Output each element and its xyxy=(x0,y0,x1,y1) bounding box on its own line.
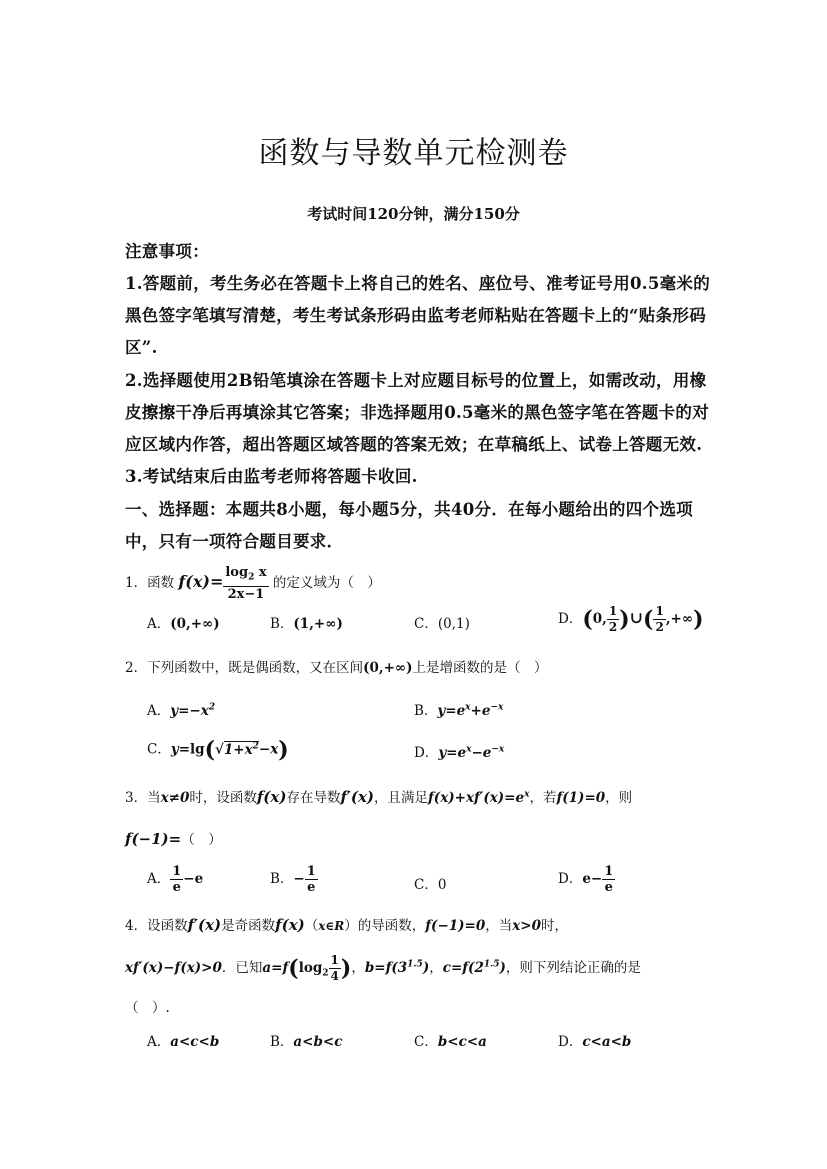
question-4-line-3: （ ）. xyxy=(125,1000,170,1016)
q2-option-a: A．$y=-x^2$ xyxy=(147,702,216,719)
q4-option-c: C．b<c<a xyxy=(414,1034,487,1050)
page-title: 函数与导数单元检测卷 xyxy=(258,136,569,171)
question-3-line-2: f(−1)=（ ） xyxy=(125,830,222,848)
exam-subtitle: 考试时间120分钟，满分150分 xyxy=(307,205,520,223)
q4-option-b: B．a<b<c xyxy=(270,1034,343,1050)
note-2-line-1: 2.选择题使用2B铅笔填涂在答题卡上对应题目标号的位置上，如需改动，用橡 xyxy=(125,371,707,390)
q1-option-d: D．(0, $\frac{1}{2}$ )∪( $\frac{1}{2}$ ,+∞) xyxy=(558,604,704,634)
q4-option-d: D．c<a<b xyxy=(558,1034,632,1050)
question-4-stem: 4．设函数f′(x)是奇函数f(x)（x∈R）的导函数，f(−1)=0，当x>0时， xyxy=(125,916,569,934)
section-1-line-2: 中，只有一项符合题目要求． xyxy=(125,532,344,551)
q1-fraction: $\frac{\log_2 x}{2x-1}$ xyxy=(225,565,267,602)
q1-option-a: A．(0,+∞) xyxy=(147,616,220,632)
question-4-line-2: xf′(x)−f(x)>0．已知$a=f(\log_2$ $\frac{1}{4}$ )，$b=f(3^{1.5})$，$c=f(2^{1.5})$，则下列结论正确的是 xyxy=(125,953,641,983)
q3-option-b: B．− $\frac{1}{e}$ xyxy=(270,864,316,895)
note-2-line-2: 皮擦擦干净后再填涂其它答案；非选择题用0.5毫米的黑色签字笔在答题卡的对 xyxy=(125,403,710,422)
question-3-stem: 3．当x≠0时，设函数f(x)存在导数f′(x)，且满足$f(x)+xf'(x)=e^x$，若f(1)=0，则 xyxy=(125,788,633,806)
note-1-line-3: 区”. xyxy=(125,338,158,357)
q2-option-b: B．$y=e^x+e^{-x}$ xyxy=(414,702,504,719)
question-1-stem xyxy=(125,565,381,602)
notes-heading: 注意事项： xyxy=(125,242,209,261)
q1-function: f(x)= xyxy=(178,571,224,591)
q3-option-c: C．0 xyxy=(414,877,447,893)
note-1-line-1: 1.答题前，考生务必在答题卡上将自己的姓名、座位号、准考证号用0.5毫米的 xyxy=(125,274,711,293)
section-1-line-1: 一、选择题：本题共8小题，每小题5分，共40分．在每小题给出的四个选项 xyxy=(125,500,693,519)
q3-option-a: A． $\frac{1}{e}$ −e xyxy=(147,864,204,895)
q1-option-c: C．(0,1) xyxy=(414,616,470,632)
q2-option-c: C．$y=\lg(√1+x^2-x)$ xyxy=(147,737,289,763)
q1-prefix: 1．函数 xyxy=(125,574,175,591)
note-3: 3.考试结束后由监考老师将答题卡收回. xyxy=(125,467,418,486)
q1-option-b: B．(1,+∞) xyxy=(270,616,343,632)
q1-suffix: 的定义域为（ ） xyxy=(272,574,381,591)
q2-option-d: D．$y=e^x-e^{-x}$ xyxy=(414,744,505,761)
note-1-line-2: 黑色签字笔填写清楚，考生考试条形码由监考老师粘贴在答题卡上的“贴条形码 xyxy=(125,306,706,325)
question-2-stem: 2．下列函数中，既是偶函数，又在区间(0,+∞)上是增函数的是（ ） xyxy=(125,660,548,676)
q3-option-d: D．e− $\frac{1}{e}$ xyxy=(558,864,614,895)
note-2-line-3: 应区域内作答，超出答题区域答题的答案无效；在草稿纸上、试卷上答题无效. xyxy=(125,435,703,454)
q4-option-a: A．a<c<b xyxy=(147,1034,220,1050)
